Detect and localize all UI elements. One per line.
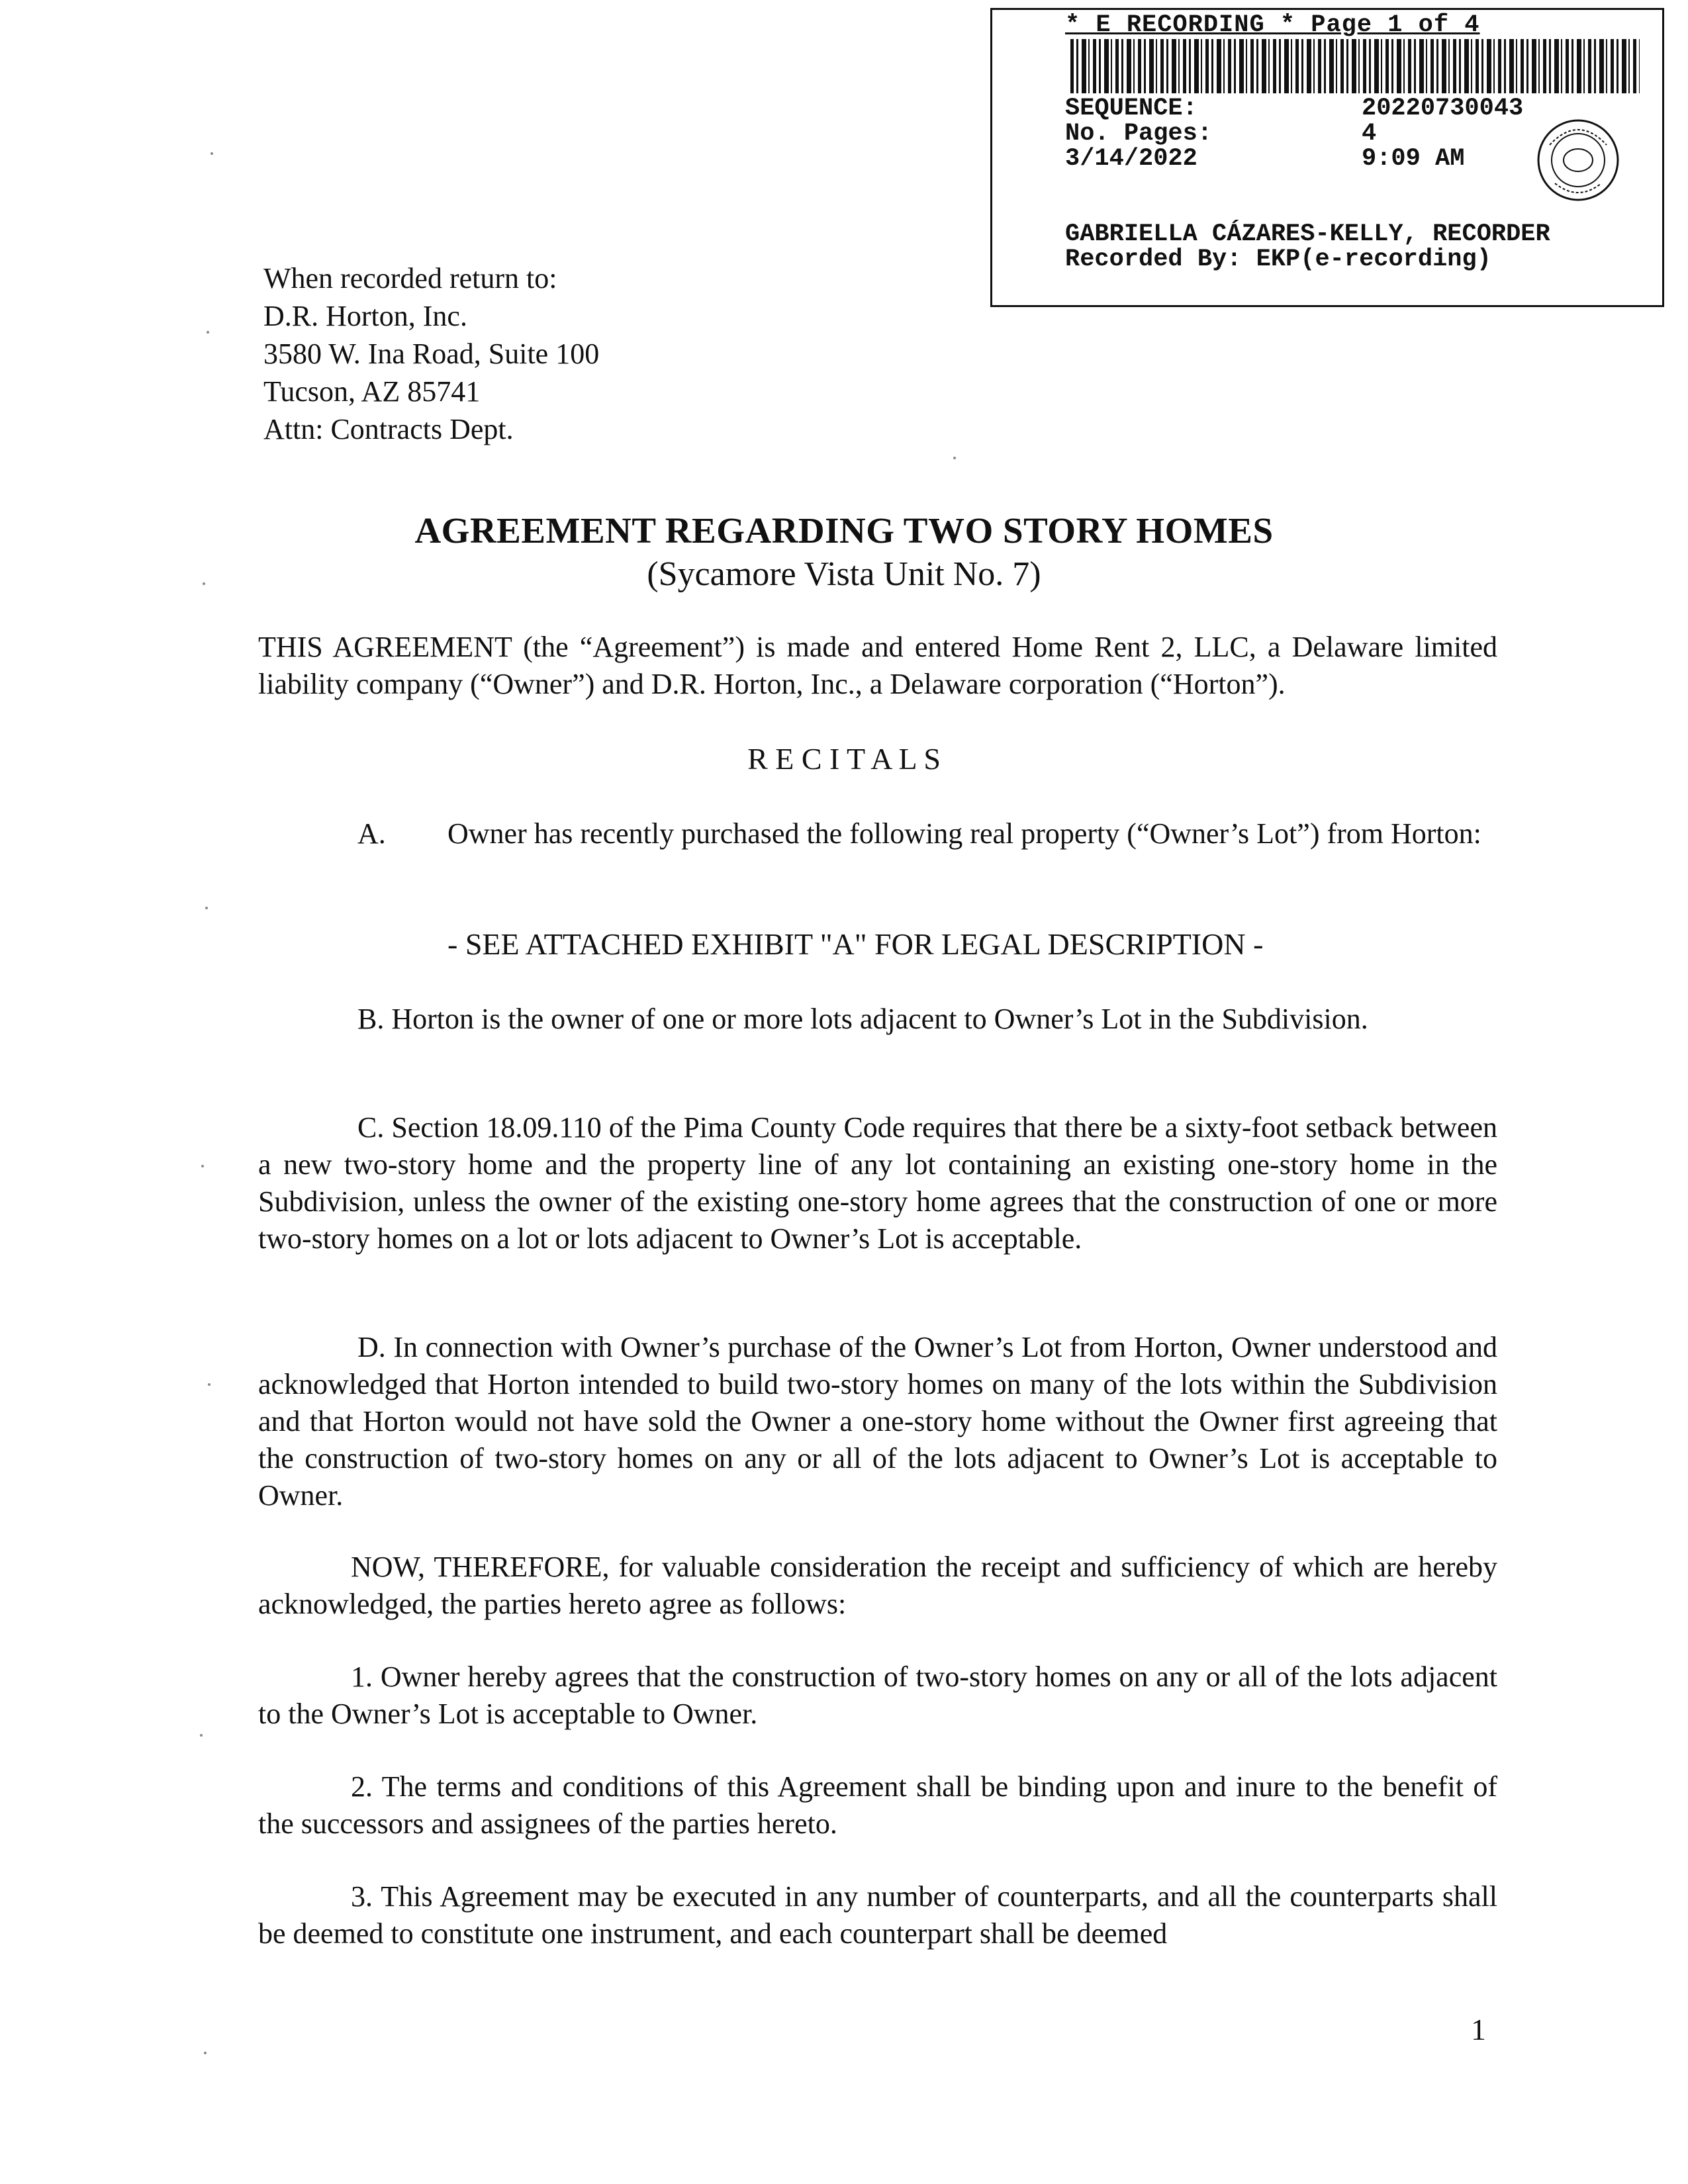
recital-a-text: Owner has recently purchased the following real property (“Owner’s Lot”) from Horton: (447, 817, 1481, 850)
clause-3: 3. This Agreement may be executed in any number of counterparts, and all the counterparts shall be deemed to constitute one instrument, and each counterpart shall be deemed (258, 1880, 1497, 1950)
recital-d: D. In connection with Owner’s purchase of the Owner’s Lot from Horton, Owner understood and acknowledged that Horton intended to build two-story homes on many of the lots within the Subdivision and that Horton would not have sold the Owner a one-story home without the Owner first agreeing that the construction of two-story homes on any or all of the lots adjacent to Owner’s Lot is acceptable to Owner. (258, 1331, 1497, 1512)
return-line-3: 3580 W. Ina Road, Suite 100 (263, 338, 600, 370)
clause-2: 2. The terms and conditions of this Agreement shall be binding upon and inure to the benefit of the successors and assignees of the parties hereto. (258, 1770, 1497, 1840)
scan-speck (211, 152, 213, 155)
pages-label: No. Pages: (1065, 120, 1213, 148)
sequence-label: SEQUENCE: (1065, 95, 1197, 122)
scan-speck (204, 2052, 207, 2054)
document-subtitle: (Sycamore Vista Unit No. 7) (647, 555, 1041, 593)
recital-b: B. Horton is the owner of one or more lots adjacent to Owner’s Lot in the Subdivision. (357, 1003, 1368, 1035)
scan-speck (205, 907, 208, 909)
scan-speck (201, 1165, 204, 1167)
barcode-icon (1070, 39, 1640, 93)
scan-speck (200, 1734, 203, 1737)
recitals-heading: R E C I T A L S (747, 742, 941, 776)
recording-time: 9:09 AM (1362, 145, 1465, 173)
scan-speck (207, 331, 209, 334)
sequence-value: 20220730043 (1362, 95, 1524, 122)
scan-speck (208, 1383, 211, 1386)
stamp-header: * E RECORDING * Page 1 of 4 (1065, 11, 1480, 39)
return-address-block (263, 259, 599, 448)
return-line-2: D.R. Horton, Inc. (263, 300, 467, 332)
recital-a (258, 815, 1497, 852)
exhibit-reference: - SEE ATTACHED EXHIBIT "A" FOR LEGAL DESCRIPTION - (447, 927, 1264, 961)
recording-stamp (990, 8, 1664, 307)
document-title: AGREEMENT REGARDING TWO STORY HOMES (414, 510, 1274, 551)
recital-a-label: A. (357, 817, 386, 850)
intro-paragraph: THIS AGREEMENT (the “Agreement”) is made and entered Home Rent 2, LLC, a Delaware limited liability company (“Owner”) and D.R. Horton, Inc., a Delaware corporation (“Horton”). (258, 631, 1497, 700)
recording-date: 3/14/2022 (1065, 145, 1197, 173)
recorder-name: GABRIELLA CÁZARES-KELLY, RECORDER (1065, 220, 1550, 248)
scan-speck (953, 457, 956, 459)
recital-c: C. Section 18.09.110 of the Pima County Code requires that there be a sixty-foot setback between a new two-story home and the property line of any lot containing an existing one-story home in the Subdivision, unless the owner of the existing one-story home agrees that the construction of one or more two-story homes on a lot or lots adjacent to Owner’s Lot is acceptable. (258, 1111, 1497, 1255)
return-line-4: Tucson, AZ 85741 (263, 375, 481, 408)
now-therefore-paragraph: NOW, THEREFORE, for valuable consideration the receipt and sufficiency of which are hereby acknowledged, the parties hereto agree as follows: (258, 1551, 1497, 1620)
county-recorder-seal-icon (1535, 117, 1621, 203)
page-number: 1 (1471, 2013, 1486, 2046)
pages-value: 4 (1362, 120, 1377, 148)
scan-speck (203, 582, 205, 585)
return-line-5: Attn: Contracts Dept. (263, 413, 514, 445)
recorded-by: Recorded By: EKP(e-recording) (1065, 246, 1491, 273)
return-line-1: When recorded return to: (263, 262, 557, 295)
clause-1: 1. Owner hereby agrees that the construction of two-story homes on any or all of the lots adjacent to the Owner’s Lot is acceptable to Owner. (258, 1661, 1497, 1730)
